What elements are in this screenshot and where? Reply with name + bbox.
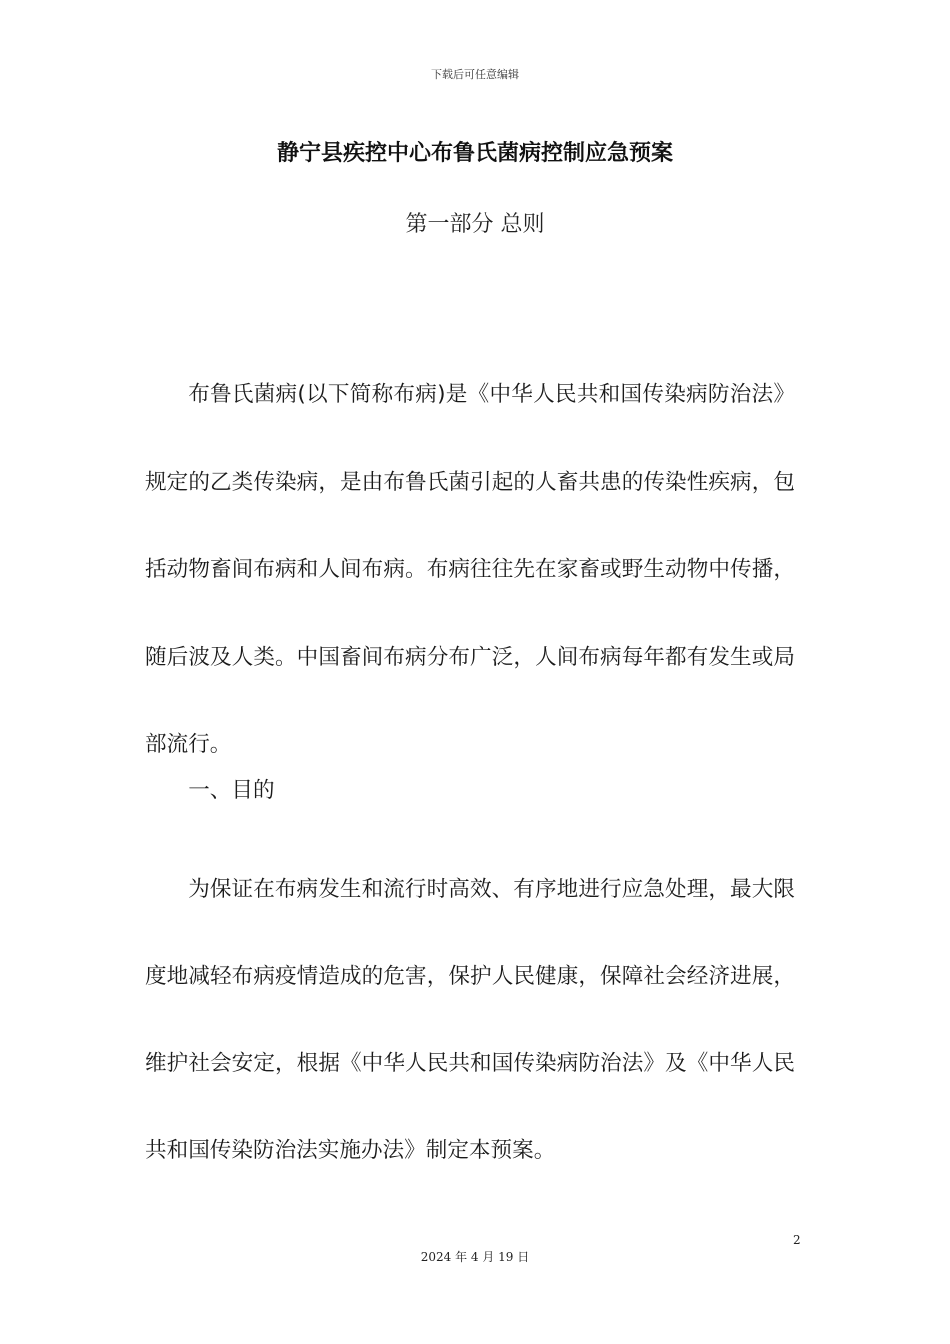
heading-purpose: 一、目的 — [188, 778, 275, 803]
document-title: 静宁县疾控中心布鲁氏菌病控制应急预案 — [276, 141, 673, 166]
section-title: 第一部分 总则 — [405, 212, 545, 237]
header-note: 下载后可任意编辑 — [431, 68, 519, 81]
purpose-paragraph: 为保证在布病发生和流行时高效、有序地进行应急处理，最大限度地减轻布病疫情造成的危害，保护人民健康，保障社会经济进展，维护社会安定，根据《中华人民共和国传染病防治法》及《中华人民共和国传染防治法实施办法》制定本预案。 — [145, 877, 795, 1163]
page-number: 2 — [793, 1233, 801, 1247]
footer-date: 2024 年 4 月 19 日 — [420, 1250, 530, 1264]
intro-paragraph: 布鲁氏菌病(以下简称布病)是《中华人民共和国传染病防治法》规定的乙类传染病，是由布鲁氏菌引起的人畜共患的传染性疾病，包括动物畜间布病和人间布病。布病往往先在家畜或野生动物中传播，随后波及人类。中国畜间布病分布广泛，人间布病每年都有发生或局部流行。 — [145, 382, 795, 757]
